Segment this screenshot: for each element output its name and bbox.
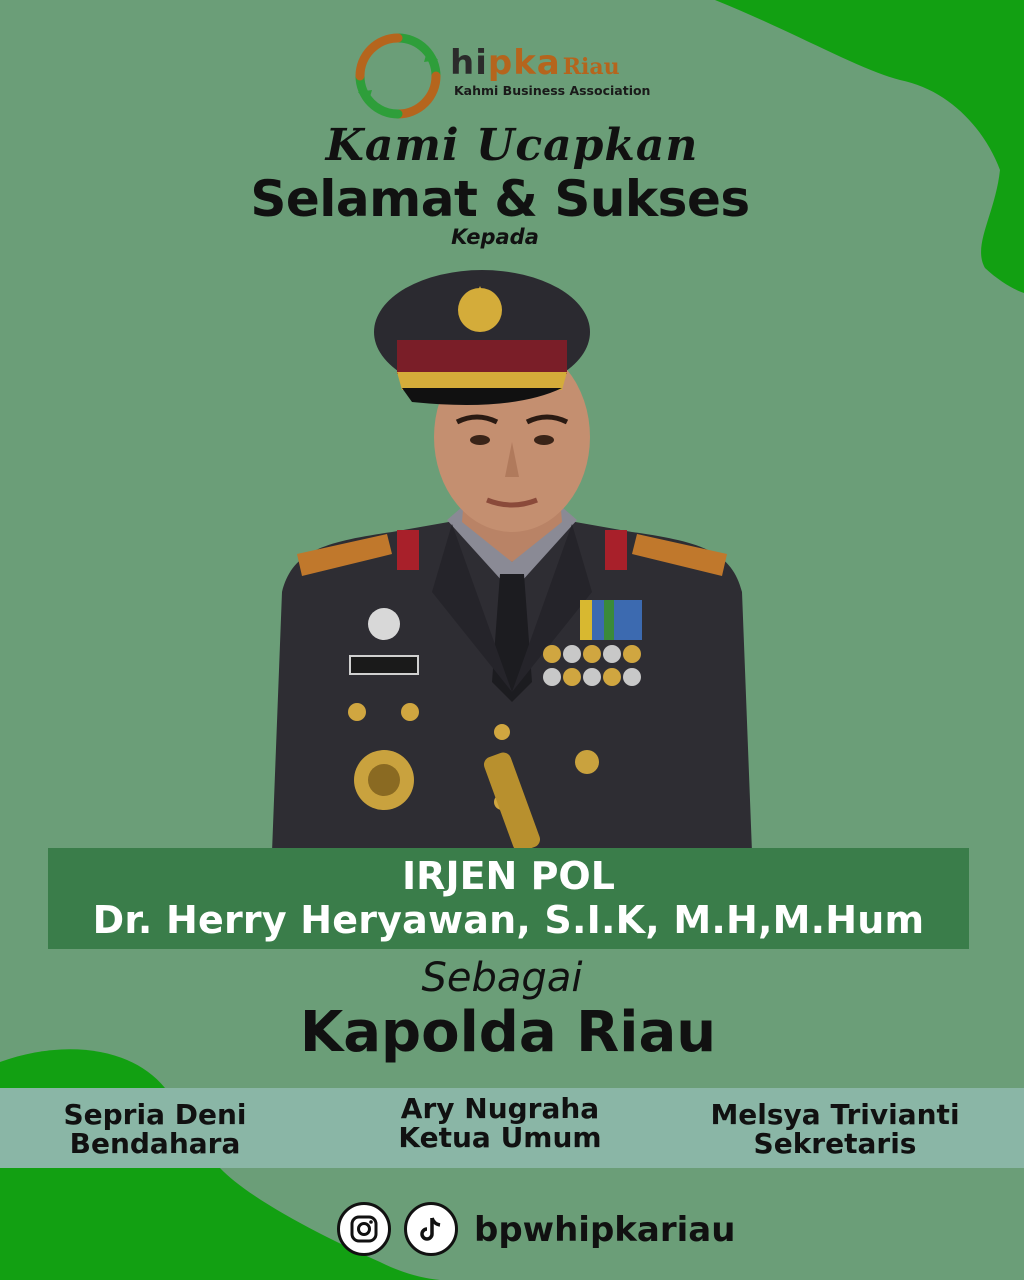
greeting-main-line: Selamat & Sukses [250, 170, 750, 228]
instagram-icon[interactable] [337, 1202, 391, 1256]
honoree-name: Dr. Herry Heryawan, S.I.K, M.H,M.Hum [92, 898, 925, 942]
official-role: Bendahara [69, 1127, 241, 1160]
official-role: Ketua Umum [398, 1121, 602, 1154]
official-name: Melsya Trivianti [710, 1098, 960, 1131]
official-name: Ary Nugraha [400, 1092, 600, 1125]
official-chairman [375, 1094, 625, 1152]
hipka-logo [352, 30, 672, 122]
logo-word-region: Riau [562, 54, 620, 80]
logo-word-main: hi [450, 43, 488, 83]
greeting-to-line: Kepada [451, 225, 539, 249]
official-treasurer [40, 1100, 270, 1158]
official-role: Sekretaris [753, 1127, 917, 1160]
logo-word-accent: pka [487, 43, 561, 83]
tiktok-icon[interactable] [404, 1202, 458, 1256]
logo-tagline: Kahmi Business Association [454, 83, 651, 98]
honoree-rank: IRJEN POL [402, 854, 615, 898]
social-handle[interactable]: bpwhipkariau [474, 1210, 736, 1250]
logo-wordmark [450, 43, 620, 83]
officer-portrait [262, 262, 762, 852]
name-banner [48, 848, 969, 949]
official-secretary [690, 1100, 980, 1158]
honoree-position: Kapolda Riau [299, 1000, 717, 1065]
officials-band [0, 1088, 1024, 1168]
greeting-script-line: Kami Ucapkan [325, 120, 699, 171]
recycle-ring-icon [352, 30, 444, 122]
as-label: Sebagai [421, 955, 583, 1001]
official-name: Sepria Deni [63, 1098, 247, 1131]
